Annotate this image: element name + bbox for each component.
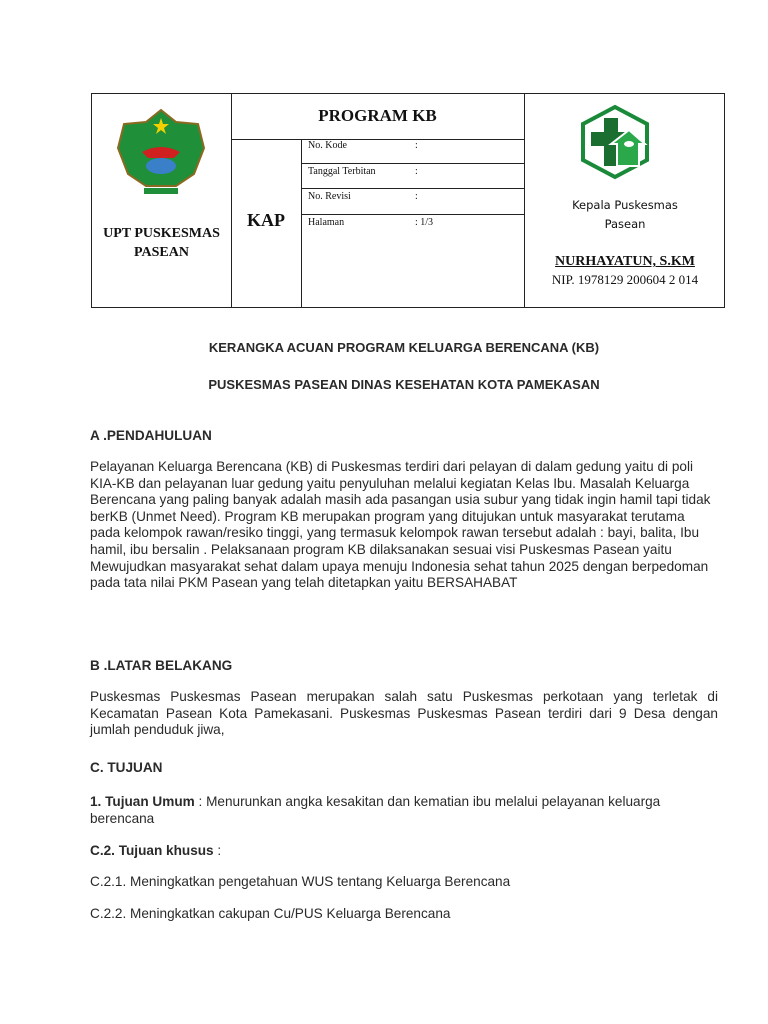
- field-label-tanggal: Tanggal Terbitan: [308, 166, 376, 177]
- section-c-heading: C. TUJUAN: [90, 760, 163, 775]
- tujuan-umum-text: : Menurunkan angka kesakitan dan kematian ibu melalui pelayanan keluarga berencana: [90, 794, 661, 826]
- tujuan-khusus: [90, 843, 718, 860]
- org-name-line1: UPT PUSKESMAS: [103, 226, 220, 241]
- program-title: PROGRAM KB: [318, 106, 437, 125]
- document-header-table: [91, 93, 725, 308]
- tujuan-khusus-item-2: C.2.2. Meningkatkan cakupan Cu/PUS Keluarga Berencana: [90, 906, 451, 921]
- field-value-revisi: :: [415, 191, 418, 202]
- tujuan-khusus-item-1: C.2.1. Meningkatkan pengetahuan WUS tentang Keluarga Berencana: [90, 874, 511, 889]
- tujuan-khusus-label: C.2. Tujuan khusus: [90, 843, 214, 858]
- signer-title-line2: Pasean: [604, 217, 646, 231]
- field-value-halaman: : 1/3: [415, 217, 434, 228]
- tujuan-umum-label: 1. Tujuan Umum: [90, 794, 195, 809]
- tujuan-umum: [90, 794, 718, 827]
- signer-title-line1: Kepala Puskesmas: [572, 198, 678, 212]
- field-label-kode: No. Kode: [308, 140, 347, 151]
- document-subtitle: PUSKESMAS PASEAN DINAS KESEHATAN KOTA PAMEKASAN: [208, 377, 600, 392]
- field-label-revisi: No. Revisi: [308, 191, 351, 202]
- section-b-paragraph: Puskesmas Puskesmas Pasean merupakan salah satu Puskesmas perkotaan yang terletak di Kecamatan Pasean Kota Pamekasani. Puskesmas Puskesmas Pasean terdiri dari 9 Desa dengan jumlah penduduk jiwa,: [90, 689, 718, 738]
- tujuan-khusus-colon: :: [213, 843, 222, 858]
- section-a-heading: A .PENDAHULUAN: [90, 428, 212, 443]
- org-name-line2: PASEAN: [134, 245, 189, 260]
- document-title: KERANGKA ACUAN PROGRAM KELUARGA BERENCANA (KB): [208, 340, 600, 355]
- field-label-halaman: Halaman: [308, 217, 345, 228]
- section-a-paragraph: Pelayanan Keluarga Berencana (KB) di Puskesmas terdiri dari pelayan di dalam gedung yaitu di poli KIA-KB dan pelayanan luar gedung yaitu penyuluhan melalui kegiatan Kelas Ibu. Masalah Keluarga Berencana yang paling banyak adalah masih ada pasangan usia subur yang tidak ingin hamil tapi tidak berKB (Unmet Need). Program KB merupakan program yang ditujukan untuk masyarakat terutama pada kelompok rawan/resiko tinggi, yang termasuk kelompok rawan tersebut adalah : bayi, balita, Ibu hamil, ibu bersalin . Pelaksanaan program KB dilaksanakan sesuai visi Puskesmas Pasean yaitu Mewujudkan masyarakat sehat dalam upaya menuju Indonesia sehat tahun 2025 dengan berpedoman pada tata nilai PKM Pasean yang telah ditetapkan yaitu BERSAHABAT: [90, 459, 711, 591]
- signer-name: NURHAYATUN, S.KM: [555, 254, 695, 269]
- regency-emblem-logo: [114, 108, 208, 200]
- field-value-tanggal: :: [415, 166, 418, 177]
- field-value-kode: :: [415, 140, 418, 151]
- signer-nip: NIP. 1978129 200604 2 014: [551, 272, 699, 287]
- puskesmas-logo: [577, 104, 653, 180]
- doc-type: KAP: [247, 210, 285, 230]
- section-b-heading: B .LATAR BELAKANG: [90, 658, 233, 673]
